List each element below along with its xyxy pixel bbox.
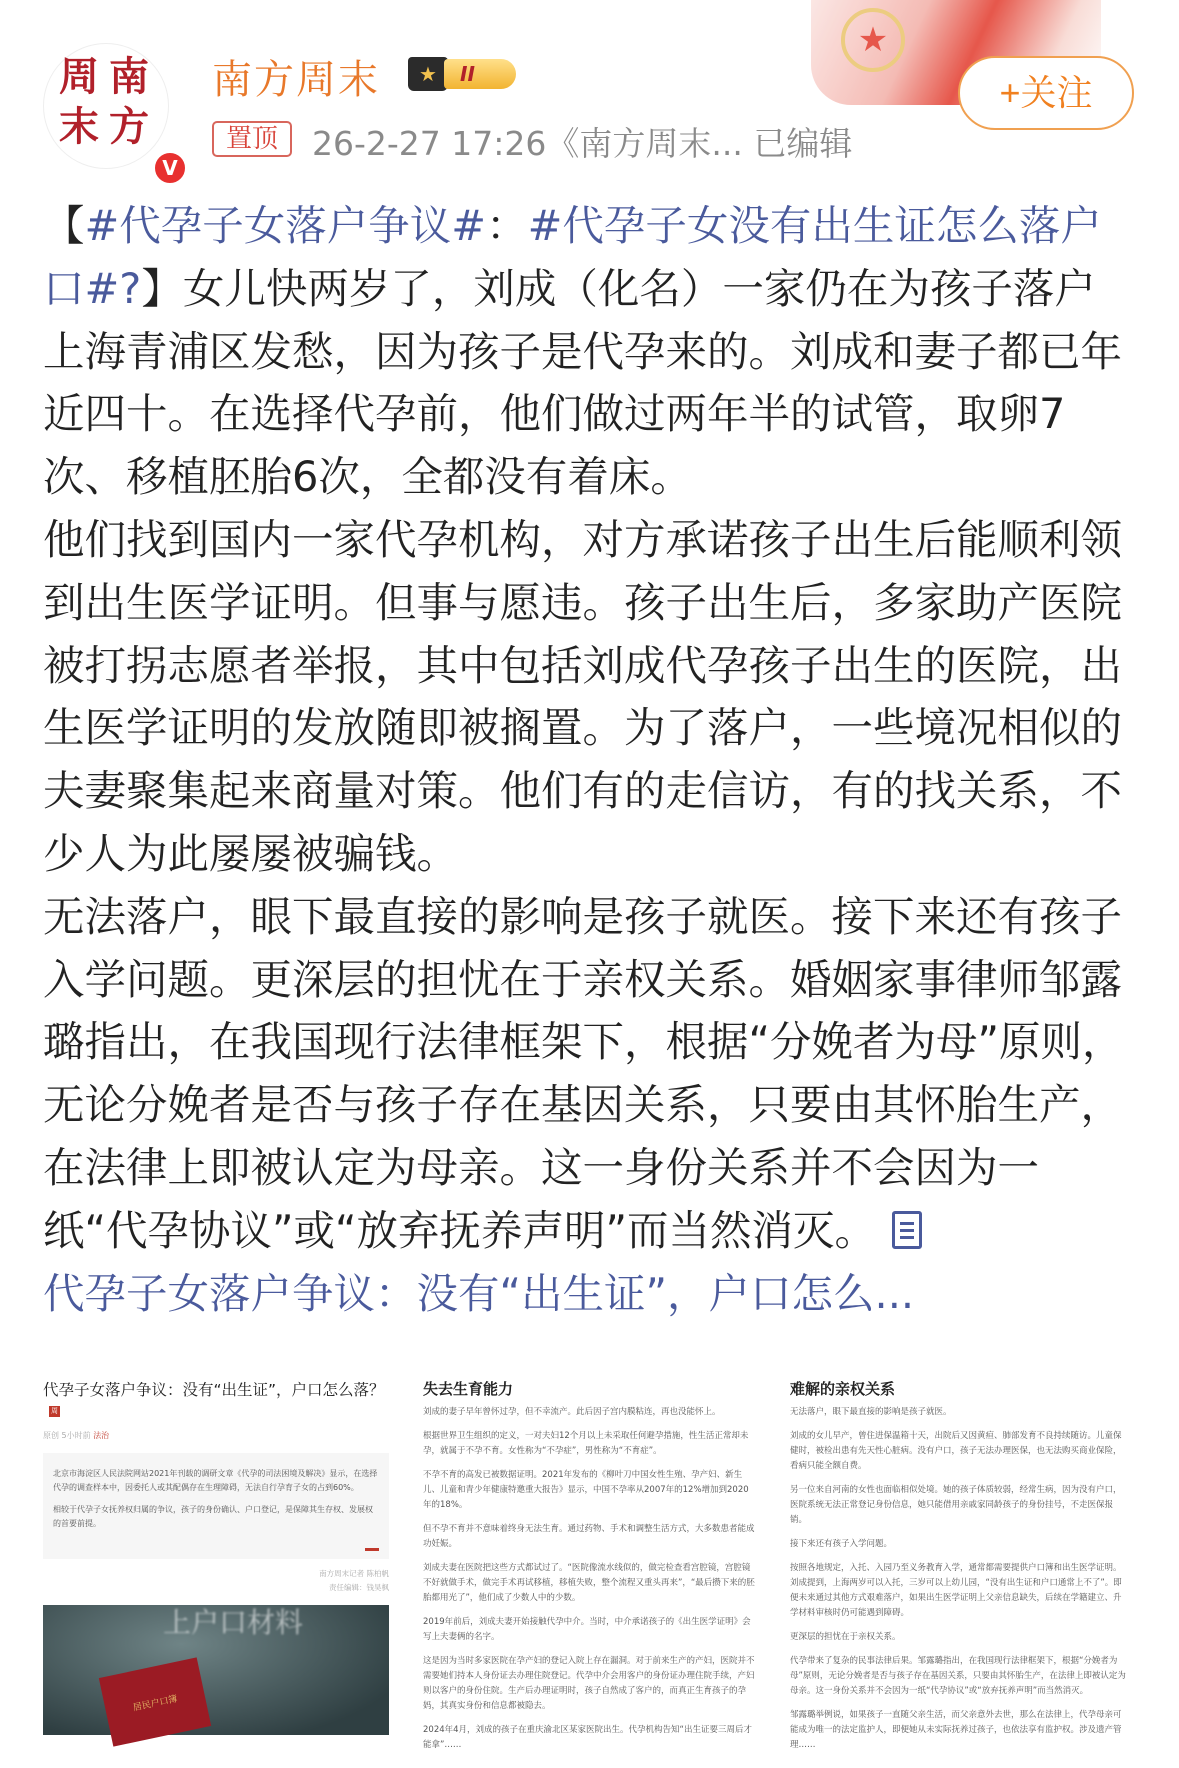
avatar[interactable] bbox=[43, 43, 169, 169]
bracket: 【 bbox=[43, 201, 85, 250]
avatar-char: 南 bbox=[109, 53, 149, 100]
byline bbox=[43, 1567, 389, 1595]
image-panel-section-3[interactable] bbox=[778, 1368, 1138, 1750]
avatar-char: 末 bbox=[59, 103, 99, 150]
post-paragraph bbox=[43, 195, 1133, 509]
post-paragraph: 他们找到国内一家代孕机构，对方承诺孩子出生后能顺利领到出生医学证明。但事与愿违。孩子出生后，多家助产医院被打拐志愿者举报，其中包括刘成代孕孩子出生的医院，出生医学证明的发放随即被搁置。为了落户，一些境况相似的夫妻聚集起来商量对策。他们有的走信访，有的找关系，不少人为此屡屡被骗钱。 bbox=[43, 514, 1123, 878]
panel-paragraph: 这是因为当时多家医院在孕产妇的登记入院上存在漏洞。对于前来生产的产妇，医院并不需要她们持本人身份证去办理住院登记。代孕中介会用客户的身份证办理住院手续，产妇则以客户的身份住院。生产后办理证明时，孩子自然成了客户的，而真正生育孩子的孕妈，其真实身份和信息都被隐去。 bbox=[423, 1656, 755, 1711]
image-panel-article-header[interactable] bbox=[43, 1368, 389, 1730]
pinned-badge: 置顶 bbox=[212, 121, 292, 157]
bracket: 】 bbox=[141, 263, 183, 313]
panel-paragraph: 2024年4月，刘成的孩子在重庆渝北区某家医院出生。代孕机构告知“出生证要三周后才能拿”…… bbox=[423, 1725, 752, 1750]
image-panel-section-2[interactable] bbox=[411, 1368, 767, 1750]
panel-paragraph: 无法落户，眼下最直接的影响是孩子就医。 bbox=[790, 1407, 952, 1417]
emblem-icon: ★ bbox=[841, 8, 905, 72]
household-register-book: 居民户口簿 bbox=[99, 1657, 211, 1746]
hashtag-link[interactable]: #代孕子女落户争议# bbox=[84, 201, 487, 250]
panel-paragraphs bbox=[790, 1405, 1126, 1753]
quote-divider bbox=[365, 1548, 379, 1551]
paragraph-text: 无法落户，眼下最直接的影响是孩子就医。接下来还有孩子入学问题。更深层的担忧在于亲权关系。婚姻家事律师邹露璐指出，在我国现行法律框架下，根据“分娩者为母”原则，无论分娩者是否与孩子存在基因关系，只要由其怀胎生产，在法律上即被认定为母亲。这一身份关系并不会因为一纸“代孕协议”或“放弃抚养声明”而当然消灭。 bbox=[43, 891, 1124, 1255]
crown-icon: ★ bbox=[408, 57, 448, 91]
member-level-badge[interactable] bbox=[408, 55, 520, 93]
panel-meta-text: 原创 5小时前 bbox=[43, 1431, 94, 1440]
follow-button[interactable]: +关注 bbox=[958, 56, 1134, 130]
post-body bbox=[43, 195, 1133, 1325]
level-label: II bbox=[444, 59, 516, 89]
editor: 责任编辑：钱昊枫 bbox=[329, 1583, 389, 1592]
publisher-icon: 周 bbox=[51, 1407, 58, 1415]
panel-paragraph: 刘成的妻子早年曾怀过孕，但不幸流产。此后因子宫内膜粘连，再也没能怀上。 bbox=[423, 1407, 721, 1417]
panel-paragraph: 代孕带来了复杂的民事法律后果。邹露璐指出，在我国现行法律框架下，根据“分娩者为母”原则，无论分娩者是否与孩子存在基因关系，只要由其怀胎生产，在法律上即被认定为母亲。这一身份关系并不会因为一纸“代孕协议”或“放弃抚养声明”而当然消灭。 bbox=[790, 1656, 1126, 1696]
post-meta: 26-2-27 17:26《南方周末... 已编辑 bbox=[312, 124, 853, 163]
verified-badge-icon: V bbox=[152, 150, 188, 186]
avatar-logo bbox=[54, 52, 154, 152]
panel-paragraph: 2019年前后，刘成夫妻开始接触代孕中介。当时，中介承诺孩子的《出生医学证明》会写上夫妻俩的名字。 bbox=[423, 1617, 751, 1642]
panel-paragraph: 刘成夫妻在医院把这些方式都试过了。“医院像流水线似的，做完检查看宫腔镜，宫腔镜不好就做手术，做完手术再试移植，移植失败，整个流程又重头再来”，“最后攒下来的胚胎都用光了”，他们成了少数人中的少数。 bbox=[423, 1563, 755, 1603]
quote-text: 相较于代孕子女抚养权归属的争议，孩子的身份确认、户口登记，是保障其生存权、发展权的首要前提。 bbox=[53, 1505, 373, 1528]
reporter: 南方周末记者 陈柏帆 bbox=[319, 1569, 389, 1578]
hashtag-link[interactable]: #代孕子女没有出生证怎么落户口#? bbox=[43, 201, 1102, 313]
panel-paragraphs bbox=[423, 1405, 755, 1753]
account-name[interactable]: 南方周末 bbox=[212, 57, 380, 103]
quote-box bbox=[43, 1453, 389, 1559]
panel-paragraph: 刘成的女儿早产，曾住进保温箱十天，出院后又因黄疸、肺部发育不良持续随访。儿童保健时，被检出患有先天性心脏病。没有户口，孩子无法办理医保，也无法购买商业保险，看病只能全额自费。 bbox=[790, 1431, 1122, 1471]
paragraph-text: 女儿快两岁了，刘成（化名）一家仍在为孩子落户上海青浦区发愁，因为孩子是代孕来的。刘成和妻子都已年近四十。在选择代孕前，他们做过两年半的试管，取卵7次、移植胚胎6次，全都没有着床。 bbox=[43, 263, 1123, 502]
panel-paragraph: 另一位来自河南的女性也面临相似处境。她的孩子体质较弱，经常生病，因为没有户口，医院系统无法正常登记身份信息，她只能借用亲戚家同龄孩子的身份挂号，不走医保报销。 bbox=[790, 1485, 1122, 1525]
avatar-char: 周 bbox=[59, 53, 99, 100]
panel-title-text: 代孕子女落户争议：没有“出生证”，户口怎么落？ bbox=[43, 1381, 385, 1399]
chalk-text: 上户口材料 bbox=[163, 1606, 304, 1639]
quote-text: 北京市海淀区人民法院网站2021年刊载的调研文章《代孕的司法困境及解决》显示，在选择代孕的调查样本中，因委托人或其配偶存在生理障碍，无法自行孕育子女的占到60%。 bbox=[53, 1469, 378, 1492]
article-photo bbox=[43, 1605, 389, 1735]
panel-title bbox=[43, 1380, 389, 1420]
panel-paragraph: 邹露璐举例说，如果孩子一直随父亲生活，而父亲意外去世，那么在法律上，代孕母亲可能成为唯一的法定监护人，即便她从未实际抚养过孩子，也依法享有监护权。涉及遗产管理…… bbox=[790, 1710, 1122, 1750]
panel-title: 难解的亲权关系 bbox=[790, 1380, 896, 1398]
article-link[interactable]: 代孕子女落户争议：没有“出生证”，户口怎么... bbox=[43, 1268, 915, 1318]
panel-paragraph: 接下来还有孩子入学问题。 bbox=[790, 1539, 893, 1549]
panel-title: 失去生育能力 bbox=[423, 1380, 514, 1398]
panel-paragraph: 不孕不育的高发已被数据证明。2021年发布的《柳叶刀中国女性生殖、孕产妇、新生儿、儿童和青少年健康特邀重大报告》显示，中国不孕率从2007年的12%增加到2020年的18%。 bbox=[423, 1470, 749, 1510]
panel-paragraph: 但不孕不育并不意味着终身无法生育。通过药物、手术和调整生活方式，大多数患者能成功妊娠。 bbox=[423, 1524, 755, 1549]
avatar-char: 方 bbox=[109, 103, 149, 150]
panel-category: 法治 bbox=[93, 1431, 110, 1440]
panel-paragraph: 根据世界卫生组织的定义，一对夫妇12个月以上未采取任何避孕措施，性生活正常却未孕，就属于不孕不育。女性称为“不孕症”，男性称为“不育症”。 bbox=[423, 1431, 749, 1456]
article-icon[interactable] bbox=[892, 1211, 922, 1249]
post-paragraph bbox=[43, 886, 1133, 1263]
panel-meta bbox=[43, 1428, 389, 1443]
colon: ： bbox=[486, 201, 528, 250]
panel-paragraph: 按照各地规定，入托、入园乃至义务教育入学，通常都需要提供户口簿和出生医学证明。刘成提到，上海两岁可以入托，三岁可以上幼儿园，“没有出生证和户口通常上不了”。即便未来通过其他方式艰难落户，如果出生医学证明上父亲信息缺失，后续在学籍建立、升学材料审核时仍可能遇到障碍。 bbox=[790, 1563, 1122, 1618]
panel-paragraph: 更深层的担忧在于亲权关系。 bbox=[790, 1632, 901, 1642]
